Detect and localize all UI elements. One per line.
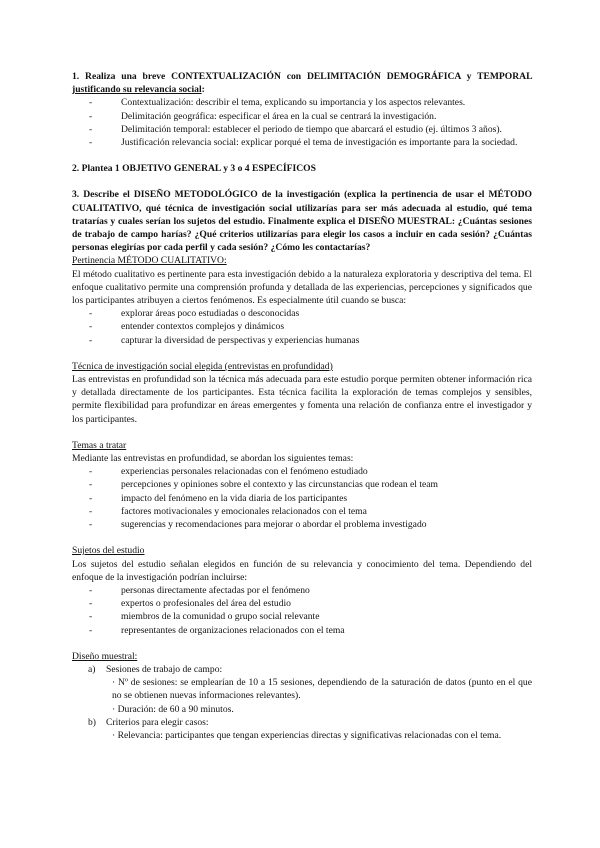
list-item: - representantes de organizaciones relacionados con el tema <box>72 624 532 637</box>
list-item: - entender contextos complejos y dinámicos <box>72 320 532 333</box>
question-2: 2. Plantea 1 OBJETIVO GENERAL y 3 o 4 ESPECÍFICOS <box>72 163 316 175</box>
sujetos-body: Los sujetos del estudio señalan elegidos en función de su relevancia y conocimiento del tema. Dependiendo del enfoque de la investigación podrían incluirse: <box>72 558 532 583</box>
list-item: - capturar la diversidad de perspectivas y experiencias humanas <box>72 334 532 347</box>
diseno-heading: Diseño muestral: <box>72 650 138 662</box>
list-item: - factores motivacionales y emocionales relacionados con el tema <box>72 505 532 518</box>
pertinencia-list <box>72 307 532 347</box>
list-item: - sugerencias y recomendaciones para mejorar o abordar el problema investigado <box>72 518 532 531</box>
list-item: - percepciones y opiniones sobre el contexto y las circunstancias que rodean el team <box>72 478 532 491</box>
list-item: - miembros de la comunidad o grupo social relevante <box>72 610 532 623</box>
sujetos-list <box>72 584 532 637</box>
diseno-list <box>72 663 532 742</box>
list-item: - Justificación relevancia social: explicar porqué el tema de investigación es importante para la sociedad. <box>72 136 532 149</box>
tecnica-heading: Técnica de investigación social elegida (entrevistas en profundidad) <box>72 360 333 372</box>
temas-heading: Temas a tratar <box>72 439 127 451</box>
question-1-list <box>72 96 532 149</box>
list-item: - expertos o profesionales del área del estudio <box>72 597 532 610</box>
question-1-number: 1. <box>72 71 80 82</box>
list-item: - Delimitación temporal: establecer el periodo de tiempo que abarcará el estudio (ej. últimos 3 años). <box>72 123 532 136</box>
list-item: - impacto del fenómeno en la vida diaria de los participantes <box>72 492 532 505</box>
pertinencia-heading: Pertinencia MÉTODO CUALITATIVO: <box>72 255 227 267</box>
sujetos-heading: Sujetos del estudio <box>72 545 145 557</box>
list-item: - Contextualización: describir el tema, explicando su importancia y los aspectos relevantes. <box>72 96 532 109</box>
document-page <box>72 70 532 742</box>
list-item: b) Criterios para elegir casos: · Relevancia: participantes que tengan experiencias directas y significativas relacionadas con el tema. <box>88 716 502 741</box>
list-item: - explorar áreas poco estudiadas o desconocidas <box>72 307 532 320</box>
question-3: 3. Describe el DISEÑO METODOLÓGICO de la investigación (explica la pertinencia de usar el MÉTODO CUALITATIVO, qué técnica de investigación social utilizarías para ser más adecuada al estudio, qué tema tratarías y cuales serían los sujetos del estudio. Finalmente explica el DISEÑO MUESTRAL: ¿Cuántas sesiones de trabajo de campo harías? ¿Qué criterios utilizarías para elegir los casos a incluir en cada sesión? ¿Cuántas personas elegirías por cada perfil y cada sesión? ¿Cómo les contactarías? <box>72 189 532 254</box>
tecnica-body: Las entrevistas en profundidad son la técnica más adecuada para este estudio porque permiten obtener información rica y detallada directamente de los participantes. Esta técnica facilita la exploración de temas complejos y sensibles, permite flexibilidad para profundizar en áreas emergentes y fomenta una relación de confianza entre el investigador y los participantes. <box>72 374 532 425</box>
temas-list <box>72 465 532 531</box>
question-1: 1. Realiza una breve CONTEXTUALIZACIÓN con DELIMITACIÓN DEMOGRÁFICA y TEMPORAL justificando su relevancia social: <box>72 71 532 96</box>
pertinencia-body: El método cualitativo es pertinente para esta investigación debido a la naturaleza exploratoria y descriptiva del tema. El enfoque cualitativo permite una comprensión profunda y detallada de las experiencias, percepciones y significados que los participantes atribuyen a ciertos fenómenos. Es especialmente útil cuando se busca: <box>72 268 532 307</box>
list-item: a) Sesiones de trabajo de campo: · Nº de sesiones: se emplearían de 10 a 15 sesiones, dependiendo de la saturación de datos (punto en el que no se obtienen nuevas informaciones relevantes). · Duración: de 60 a 90 minutos. <box>88 663 532 715</box>
list-item: - experiencias personales relacionadas con el fenómeno estudiado <box>72 465 532 478</box>
list-item: - personas directamente afectadas por el fenómeno <box>72 584 532 597</box>
temas-body: Mediante las entrevistas en profundidad, se abordan los siguientes temas: <box>72 453 354 465</box>
list-item: - Delimitación geográfica: especificar el área en la cual se centrará la investigación. <box>72 110 532 123</box>
